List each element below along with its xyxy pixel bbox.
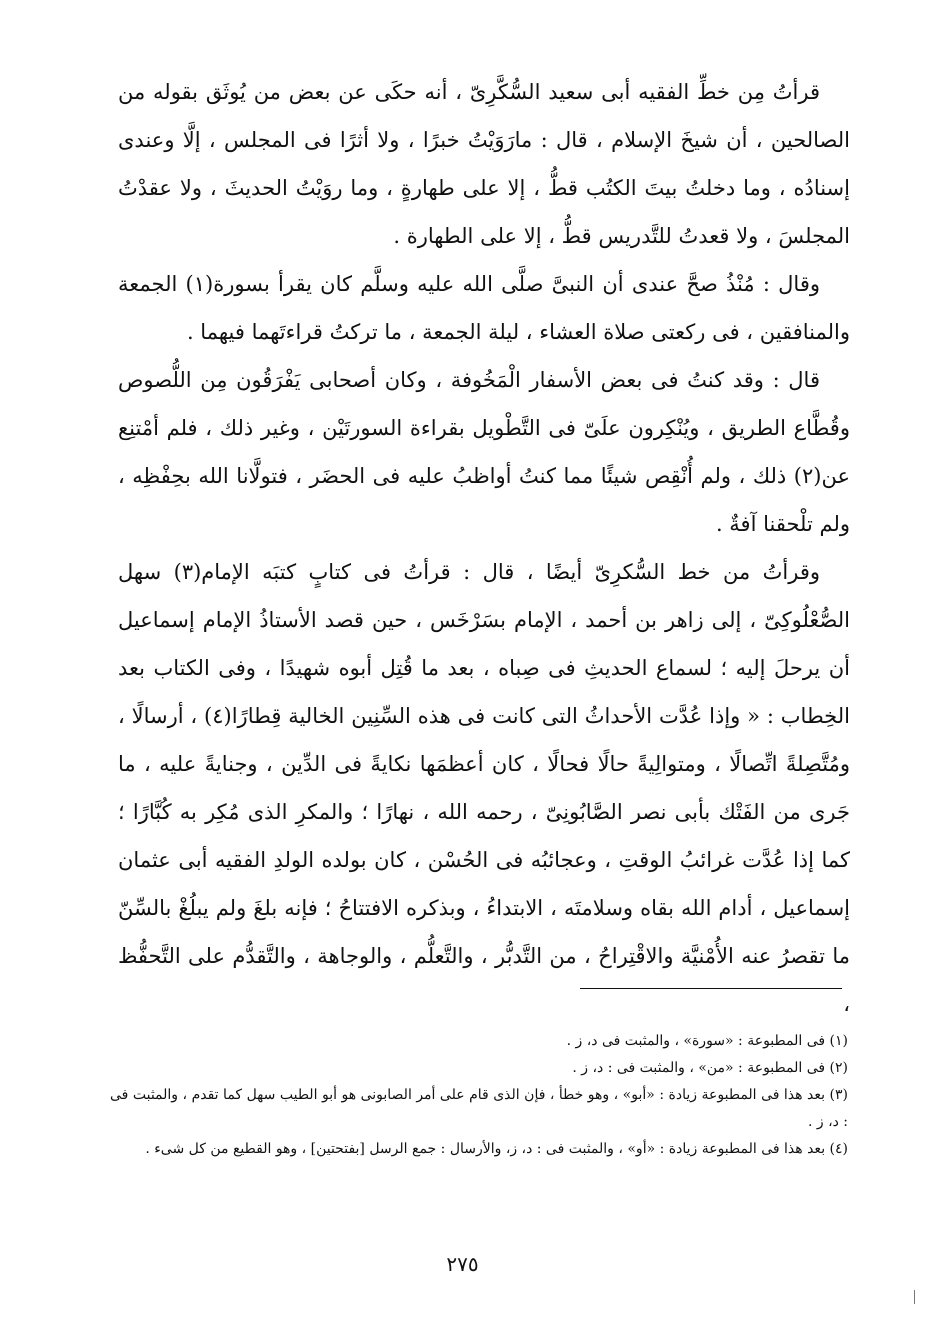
footnote-separator bbox=[580, 988, 842, 989]
paragraph-2: وقال : مُنْذُ صحَّ عندى أن النبىَّ صلَّى الله عليه وسلَّم كان يقرأ بسورة(١) الجمعة والمنافقين ، فى ركعتى صلاة العشاء ، ليلة الجمعة ، ما تركتُ قراءتَهما فيهما . bbox=[118, 272, 850, 344]
footnotes bbox=[110, 1028, 848, 1163]
page-number: ٢٧٥ bbox=[446, 1252, 479, 1276]
paragraph-1: قرأتُ مِن خطِّ الفقيه أبى سعيد السُّكَّرِىّ ، أنه حكَى عن بعض من يُوثَق بقوله من الصالحين ، أن شيخَ الإسلام ، قال : مارَوَيْتُ خبرًا ، ولا أثرًا فى المجلس ، إلَّا وعندى إسنادُه ، وما دخلتُ بيتَ الكتُب قطُّ ، إلا على طهارةٍ ، وما روَيْتُ الحديثَ ، ولا عقدْتُ المجلسَ ، ولا قعدتُ للتَّدريس قطُّ ، إلا على الطهارة . bbox=[118, 80, 850, 248]
paragraph-3: قال : وقد كنتُ فى بعض الأسفار الْمَخُوفة ، وكان أصحابى يَفْرَقُون مِن اللُّصوص وقُطَّاع الطريق ، ويُنْكِرون علَىّ فى التَّطْويل بقراءة السورتَيْن ، وغير ذلك ، فلم أمْتنِع عن(٢) ذلك ، ولم أُنْقِص شيئًا مما كنتُ أواظبُ عليه فى الحضَر ، فتولَّانا الله بحِفْظِه ، ولم تلْحقنا آفةٌ . bbox=[118, 368, 850, 536]
footnote-2: (٢) فى المطبوعة : «من» ، والمثبت فى : د، ز . bbox=[572, 1060, 848, 1076]
footnote-3: (٣) بعد هذا فى المطبوعة زيادة : «أبو» ، وهو خطأ ، فإن الذى قام على أمر الصابونى هو أبو الطيب سهل كما تقدم ، والمثبت فى : د، ز . bbox=[110, 1087, 848, 1130]
scan-edge-mark bbox=[914, 1290, 915, 1304]
paragraph-4: وقرأتُ من خط السُّكرِىّ أيضًا ، قال : قرأتُ فى كتابٍ كتبَه الإمام(٣) سهل الصُّعْلُوكِىّ ، إلى زاهر بن أحمد ، الإمام بسَرْخَس ، حين قصد الأستاذُ الإمام إسماعيل أن يرحلَ إليه ؛ لسماع الحديثِ فى صِباه ، بعد ما قُتِل أبوه شهيدًا ، وفى الكتاب بعد الخِطاب : « وإذا عُدَّت الأحداثُ التى كانت فى هذه السِّنِين الخالية قِطارًا(٤) ، أرسالًا ، ومُتَّصِلةً اتِّصالًا ، ومتوالِيةً حالًا فحالًا ، كان أعظمَها نكايةً فى الدِّين ، وجنايةً عليه ، ما جَرى من الفَتْك بأبى نصر الصَّابُونِىّ ، رحمه الله ، نهارًا ؛ والمكرِ الذى مُكِر به كُبَّارًا ؛ كما إذا عُدَّت غرائبُ الوقتِ ، وعجائبُه فى الحُسْن ، كان بولده الولدِ الفقيه أبى عثمان إسماعيل ، أدام الله بقاه وسلامتَه ، الابتداءُ ، وبذكره الافتتاحُ ؛ فإنه بلغَ ولم يبلُغْ بالسِّنّ ما تقصرُ عنه الأُمْنيَّة والاقْتِراحُ ، من التَّدبُّر ، والتَّعلُّم ، والوجاهة ، والتَّقدُّم على التَّحفُّظ ، bbox=[118, 560, 850, 1016]
main-text bbox=[118, 68, 850, 1028]
footnote-4: (٤) بعد هذا فى المطبوعة زيادة : «أو» ، والمثبت فى : د، ز، والأرسال : جمع الرسل [بفتحتين] ، وهو القطيع من كل شىء . bbox=[145, 1141, 848, 1157]
footnote-1: (١) فى المطبوعة : «سورة» ، والمثبت فى د، ز . bbox=[566, 1033, 848, 1049]
